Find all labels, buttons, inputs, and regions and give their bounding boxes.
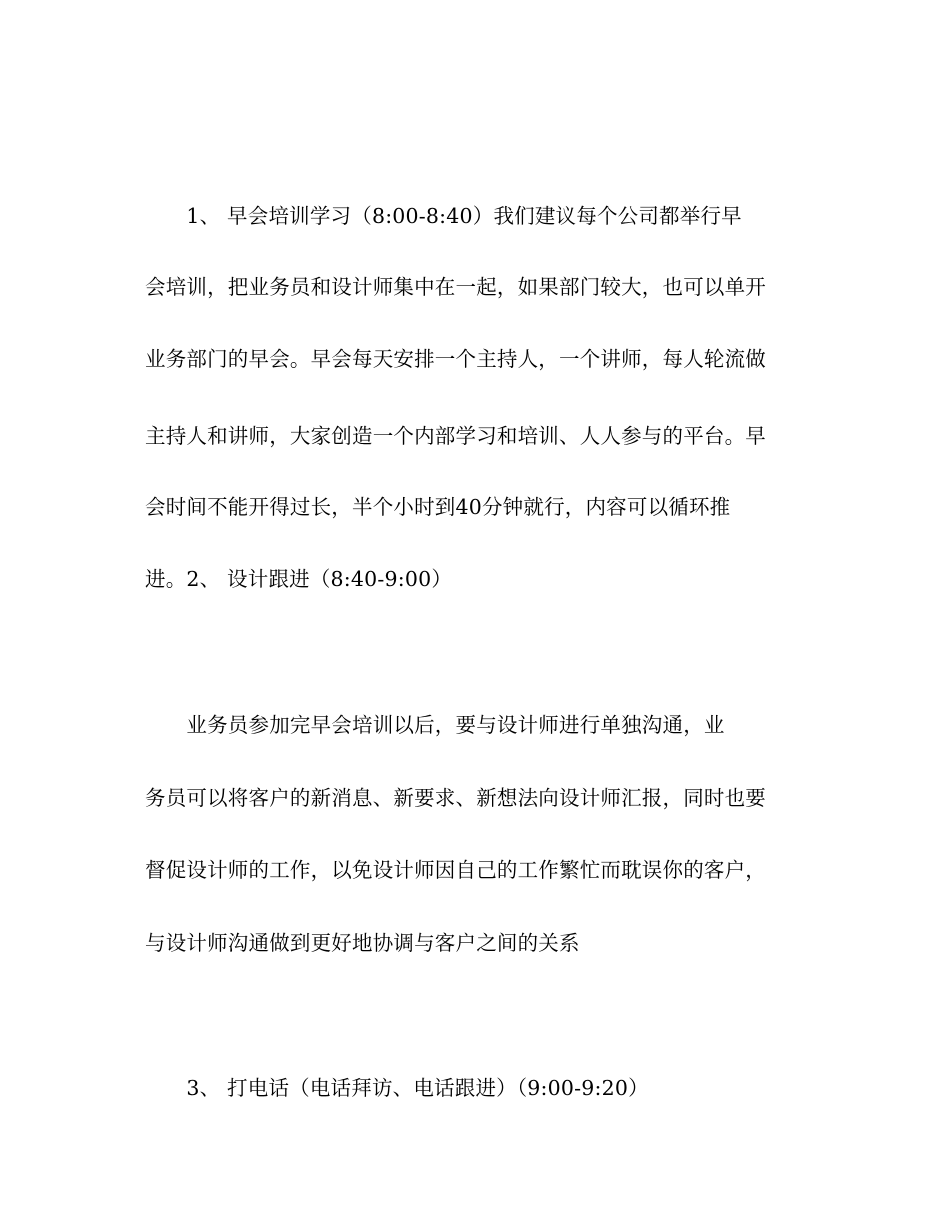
paragraph-1-line-5: 会时间不能开得过长，半个小时到40分钟就行，内容可以循环推 xyxy=(145,495,731,519)
paragraph-1-line-1: 1、 早会培训学习（8:00-8:40）我们建议每个公司都举行早 xyxy=(145,204,742,228)
paragraph-2-line-4: 与设计师沟通做到更好地协调与客户之间的关系 xyxy=(145,931,580,955)
paragraph-1-line-3: 业务部门的早会。早会每天安排一个主持人，一个讲师，每人轮流做 xyxy=(145,347,766,371)
paragraph-2-line-3: 督促设计师的工作，以免设计师因自己的工作繁忙而耽误你的客户， xyxy=(145,858,766,882)
paragraph-1-line-2: 会培训，把业务员和设计师集中在一起，如果部门较大，也可以单开 xyxy=(145,275,766,299)
paragraph-2-line-2: 务员可以将客户的新消息、新要求、新想法向设计师汇报，同时也要 xyxy=(145,786,766,810)
paragraph-2-line-1: 业务员参加完早会培训以后，要与设计师进行单独沟通，业 xyxy=(145,713,725,737)
paragraph-3-line-1: 3、 打电话（电话拜访、电话跟进）（9:00-9:20） xyxy=(145,1076,649,1100)
paragraph-1-line-6: 进。2、 设计跟进（8:40-9:00） xyxy=(145,567,453,591)
paragraph-1-line-4: 主持人和讲师，大家创造一个内部学习和培训、人人参与的平台。早 xyxy=(145,424,766,448)
